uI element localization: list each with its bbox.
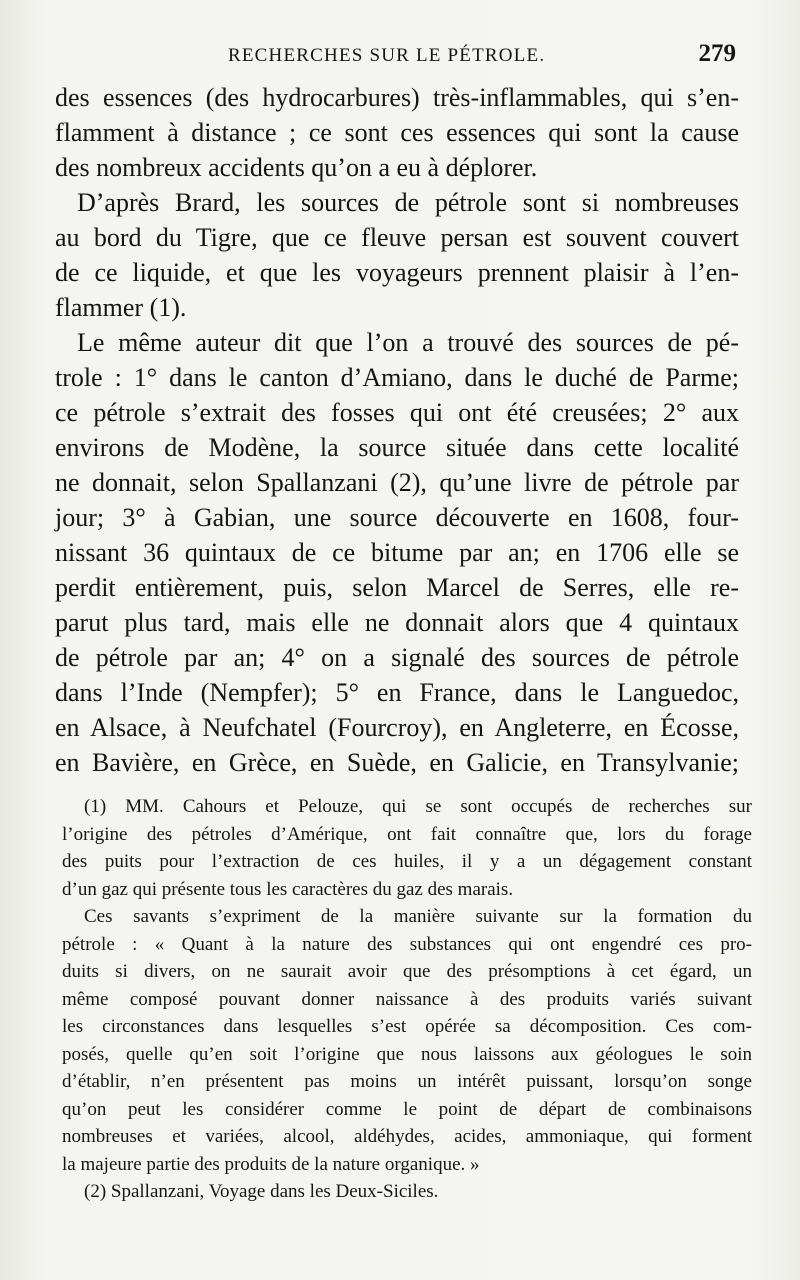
body-line: au bord du Tigre, que ce fleuve persan est souvent couvert	[55, 223, 739, 252]
body-line: de pétrole par an; 4° on a signalé des sources de pétrole	[55, 643, 739, 672]
page-header	[58, 42, 736, 78]
body-line: des essences (des hydrocarbures) très-inflammables, qui s’en-	[55, 83, 739, 112]
footnote-line: des puits pour l’extraction de ces huiles, il y a un dégagement constant	[62, 851, 752, 872]
footnote-line: duits si divers, on ne saurait avoir que des présomptions à cet égard, un	[62, 961, 752, 982]
body-line: D’après Brard, les sources de pétrole sont si nombreuses	[77, 188, 739, 217]
footnote-line: d’établir, n’en présentent pas moins un intérêt puissant, lorsqu’on songe	[62, 1071, 752, 1092]
footnote-line: nombreuses et variées, alcool, aldéhydes, acides, ammoniaque, qui forment	[62, 1126, 752, 1147]
body-line: parut plus tard, mais elle ne donnait alors que 4 quintaux	[55, 608, 739, 637]
body-line: flammer (1).	[55, 293, 187, 322]
footnote-line: (2) Spallanzani, Voyage dans les Deux-Siciles.	[84, 1181, 439, 1202]
footnotes	[62, 793, 752, 1206]
footnote-line: la majeure partie des produits de la nature organique. »	[62, 1153, 480, 1175]
body-line: environs de Modène, la source située dans cette localité	[55, 433, 739, 462]
footnote-line: qu’on peut les considérer comme le point de départ de combinaisons	[62, 1098, 752, 1120]
footnote-line: pétrole : « Quant à la nature des substances qui ont engendré ces pro-	[62, 933, 752, 955]
running-title: RECHERCHES SUR LE PÉTROLE.	[228, 45, 546, 66]
body-line: Le même auteur dit que l’on a trouvé des sources de pé-	[77, 328, 739, 357]
body-line: nissant 36 quintaux de ce bitume par an; en 1706 elle se	[55, 538, 739, 567]
body-line: des nombreux accidents qu’on a eu à déplorer.	[55, 153, 538, 182]
body-line: ne donnait, selon Spallanzani (2), qu’une livre de pétrole par	[55, 468, 739, 497]
body-line: de ce liquide, et que les voyageurs prennent plaisir à l’en-	[55, 258, 739, 287]
footnote-line: d’un gaz qui présente tous les caractères du gaz des marais.	[62, 878, 514, 900]
footnote-line: (1) MM. Cahours et Pelouze, qui se sont occupés de recherches sur	[84, 796, 752, 817]
page-number: 279	[698, 40, 736, 67]
footnote-line: posés, quelle qu’en soit l’origine que nous laissons aux géologues le soin	[62, 1043, 752, 1065]
body-line: flamment à distance ; ce sont ces essences qui sont la cause	[55, 118, 739, 147]
footnote-line: même composé pouvant donner naissance à des produits variés suivant	[62, 988, 752, 1010]
body-line: ce pétrole s’extrait des fosses qui ont été creusées; 2° aux	[55, 398, 739, 427]
body-line: perdit entièrement, puis, selon Marcel de Serres, elle re-	[55, 573, 739, 602]
body-line: en Bavière, en Grèce, en Suède, en Galicie, en Transylvanie;	[55, 748, 739, 777]
body-line: en Alsace, à Neufchatel (Fourcroy), en Angleterre, en Écosse,	[55, 713, 739, 742]
main-text	[55, 80, 739, 780]
body-line: dans l’Inde (Nempfer); 5° en France, dans le Languedoc,	[55, 678, 739, 707]
footnote-line: Ces savants s’expriment de la manière suivante sur la formation du	[84, 906, 752, 927]
footnote-line: l’origine des pétroles d’Amérique, ont fait connaître que, lors du forage	[62, 823, 752, 845]
body-line: trole : 1° dans le canton d’Amiano, dans le duché de Parme;	[55, 363, 739, 392]
body-line: jour; 3° à Gabian, une source découverte en 1608, four-	[55, 503, 739, 532]
footnote-line: les circonstances dans lesquelles s’est opérée sa décomposition. Ces com-	[62, 1016, 752, 1037]
